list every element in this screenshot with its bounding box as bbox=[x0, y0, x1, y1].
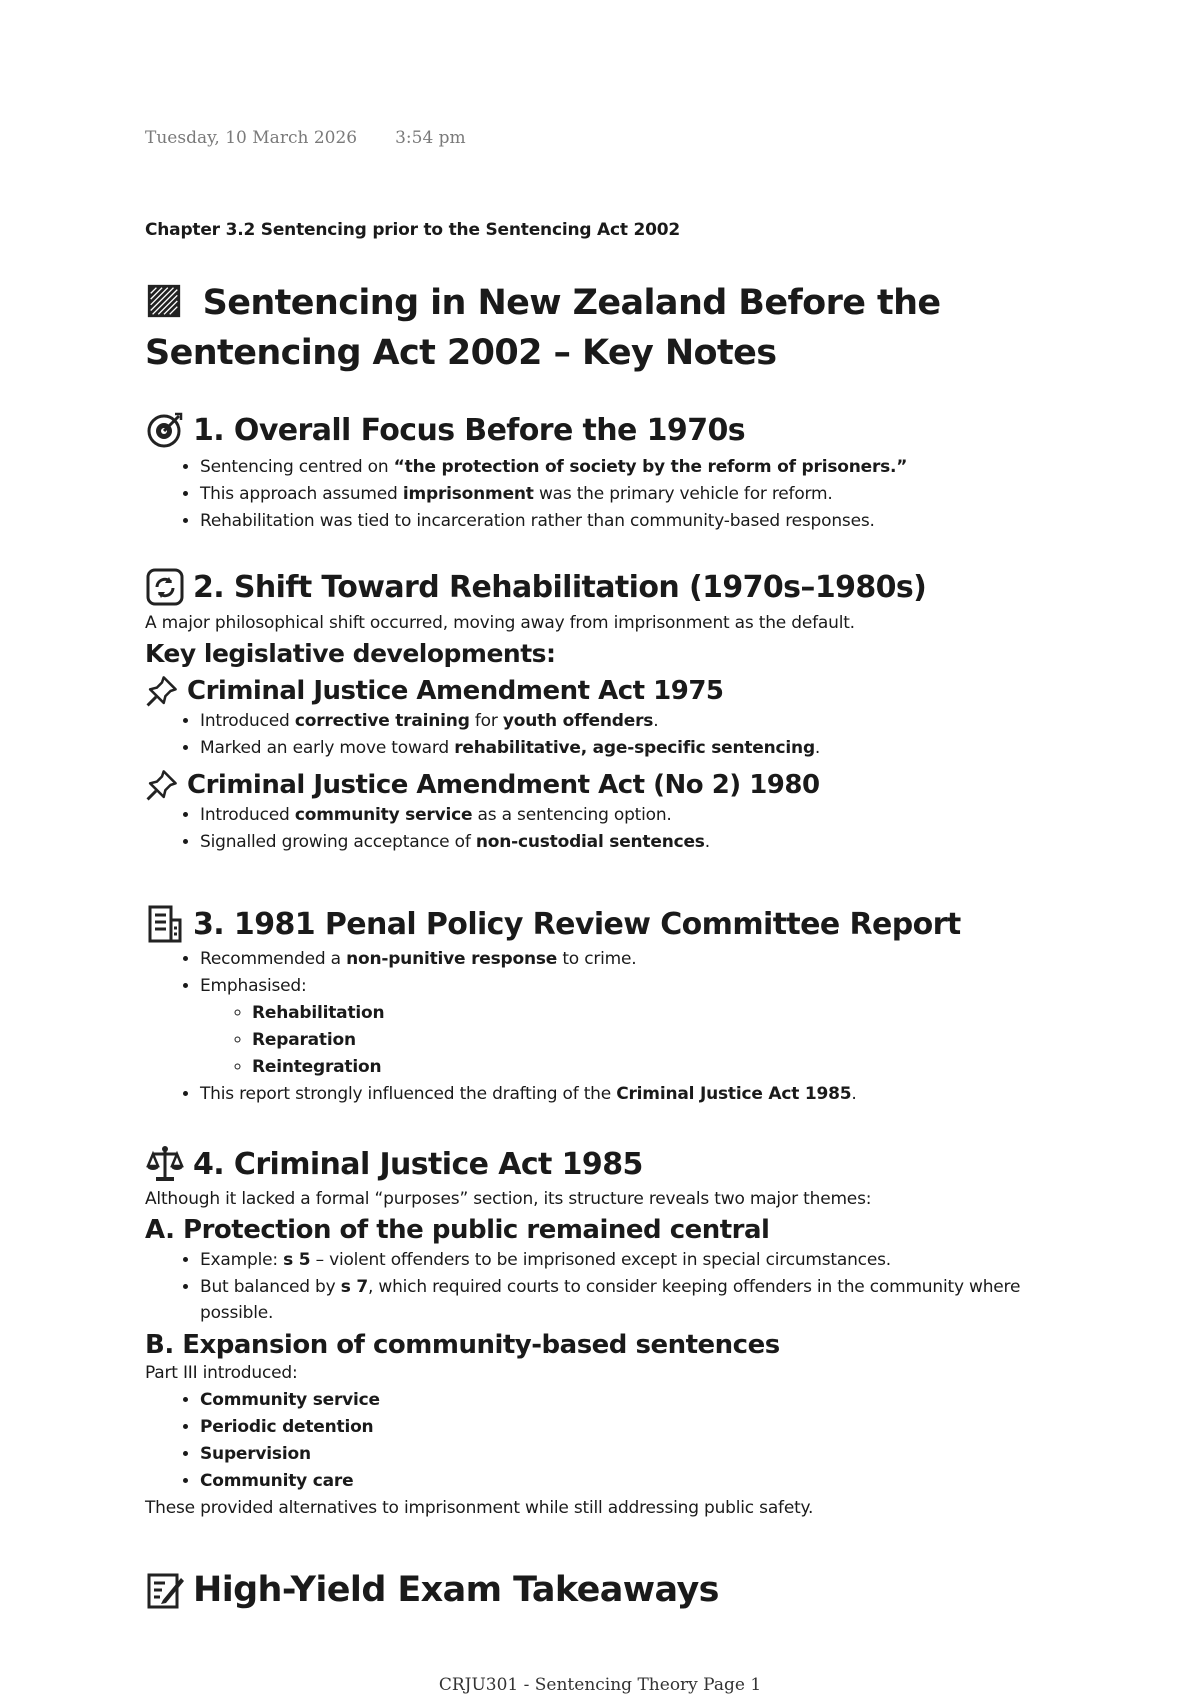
section-1 bbox=[145, 410, 1065, 535]
list-item: • Sentencing centred on “the protection of society by the reform of prisoners.” bbox=[200, 454, 1065, 481]
list-item: • But balanced by s 7, which required courts to consider keeping offenders in the community where possible. bbox=[200, 1274, 1065, 1326]
act-1980-heading-text: Criminal Justice Amendment Act (No 2) 1980 bbox=[187, 770, 820, 800]
list-item: • Introduced community service as a sentencing option. bbox=[200, 802, 1065, 829]
section-2-heading bbox=[145, 567, 1065, 607]
list-item: • Emphasised: ◦ Rehabilitation ◦ Reparation ◦ Reintegration bbox=[200, 973, 1065, 1081]
subsection-a-heading: A. Protection of the public remained central bbox=[145, 1215, 770, 1245]
act-1975-heading bbox=[145, 674, 1065, 708]
refresh-icon bbox=[145, 567, 185, 607]
act-1980-heading bbox=[145, 768, 1065, 802]
chapter-line: Chapter 3.2 Sentencing prior to the Sentencing Act 2002 bbox=[145, 220, 681, 240]
list-item: • Signalled growing acceptance of non-custodial sentences. bbox=[200, 829, 1065, 856]
section-2 bbox=[145, 567, 1065, 856]
emphasised-sublist bbox=[200, 1000, 1065, 1081]
section-1-list bbox=[145, 454, 1065, 535]
section-5 bbox=[145, 1570, 1065, 1610]
target-icon bbox=[145, 410, 185, 450]
list-item: • Example: s 5 – violent offenders to be imprisoned except in special circumstances. bbox=[200, 1247, 1065, 1274]
page-title bbox=[145, 278, 1075, 378]
section-1-heading-text: 1. Overall Focus Before the 1970s bbox=[193, 412, 746, 448]
list-item: • Community service bbox=[200, 1387, 1065, 1414]
list-item: • Supervision bbox=[200, 1441, 1065, 1468]
act-1975-list bbox=[145, 708, 1065, 762]
list-item: • Periodic detention bbox=[200, 1414, 1065, 1441]
page-time: 3:54 pm bbox=[395, 128, 466, 148]
list-item: • Community care bbox=[200, 1468, 1065, 1495]
subsection-a-list bbox=[145, 1247, 1065, 1326]
key-legislative-heading: Key legislative developments: bbox=[145, 639, 556, 668]
section-4 bbox=[145, 1144, 1065, 1522]
list-item: • This report strongly influenced the drafting of the Criminal Justice Act 1985. bbox=[200, 1081, 1065, 1108]
subsection-b-heading: B. Expansion of community-based sentences bbox=[145, 1330, 780, 1360]
section-5-heading-text: High-Yield Exam Takeaways bbox=[193, 1570, 719, 1610]
scales-icon bbox=[145, 1144, 185, 1184]
subsection-b-outro: These provided alternatives to imprisonment while still addressing public safety. bbox=[145, 1498, 814, 1518]
section-3 bbox=[145, 904, 1065, 1108]
act-1980-list bbox=[145, 802, 1065, 856]
section-4-intro: Although it lacked a formal “purposes” section, its structure reveals two major themes: bbox=[145, 1189, 872, 1209]
section-3-heading bbox=[145, 904, 1065, 944]
section-4-heading bbox=[145, 1144, 1065, 1184]
section-2-intro: A major philosophical shift occurred, moving away from imprisonment as the default. bbox=[145, 613, 855, 633]
section-5-heading bbox=[145, 1570, 1065, 1610]
document-icon bbox=[145, 904, 185, 944]
section-1-heading bbox=[145, 410, 1065, 450]
subsection-b-intro: Part III introduced: bbox=[145, 1363, 298, 1383]
list-item: • This approach assumed imprisonment was the primary vehicle for reform. bbox=[200, 481, 1065, 508]
list-item: • Marked an early move toward rehabilitative, age-specific sentencing. bbox=[200, 735, 1065, 762]
section-3-list bbox=[145, 946, 1065, 1108]
list-item: ◦ Reparation bbox=[252, 1027, 1065, 1054]
act-1975-heading-text: Criminal Justice Amendment Act 1975 bbox=[187, 676, 724, 706]
pushpin-icon bbox=[145, 674, 179, 708]
memo-icon bbox=[145, 1570, 185, 1610]
list-item: • Recommended a non-punitive response to crime. bbox=[200, 946, 1065, 973]
pushpin-icon bbox=[145, 768, 179, 802]
list-item: ◦ Reintegration bbox=[252, 1054, 1065, 1081]
subsection-b-list bbox=[145, 1387, 1065, 1495]
list-item: • Introduced corrective training for youth offenders. bbox=[200, 708, 1065, 735]
section-2-heading-text: 2. Shift Toward Rehabilitation (1970s–1980s) bbox=[193, 569, 927, 605]
list-item: • Rehabilitation was tied to incarceration rather than community-based responses. bbox=[200, 508, 1065, 535]
page-title-text: Sentencing in New Zealand Before the Sentencing Act 2002 – Key Notes bbox=[145, 283, 941, 373]
page-meta bbox=[145, 128, 466, 148]
section-3-heading-text: 3. 1981 Penal Policy Review Committee Report bbox=[193, 906, 961, 942]
section-4-heading-text: 4. Criminal Justice Act 1985 bbox=[193, 1146, 643, 1182]
notepad-icon bbox=[145, 282, 183, 320]
list-item: ◦ Rehabilitation bbox=[252, 1000, 1065, 1027]
page-footer: CRJU301 - Sentencing Theory Page 1 bbox=[438, 1675, 762, 1695]
page-date: Tuesday, 10 March 2026 bbox=[145, 128, 358, 148]
